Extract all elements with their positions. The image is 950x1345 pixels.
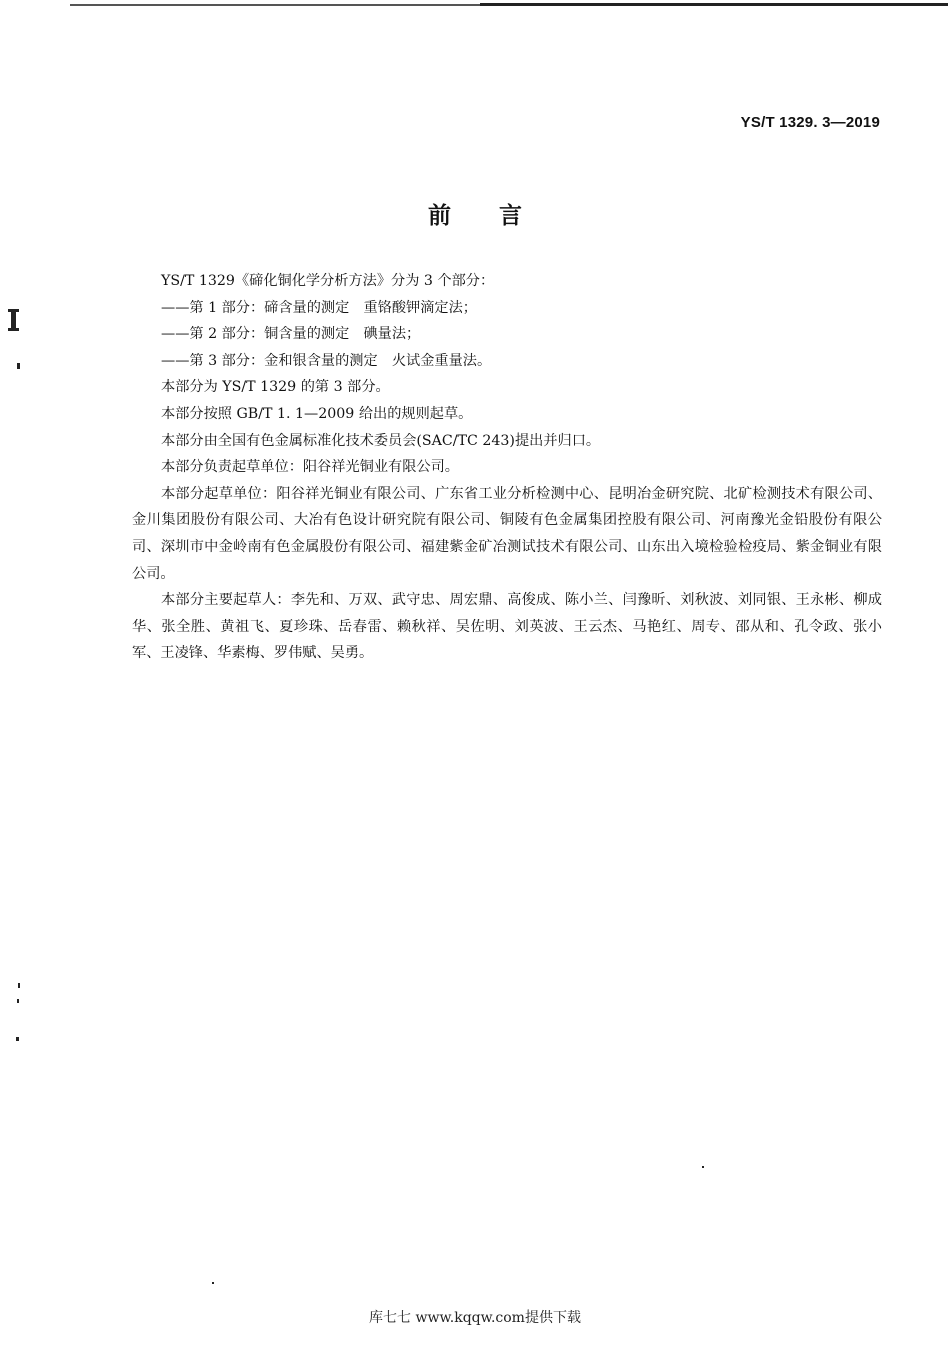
- scan-speck: [17, 363, 20, 369]
- paragraph-responsible-unit: 本部分负责起草单位：阳谷祥光铜业有限公司。: [161, 459, 459, 476]
- list-item-part-3: ——第 3 部分：金和银含量的测定 火试金重量法。: [161, 352, 492, 369]
- paragraph-intro: YS/T 1329《碲化铜化学分析方法》分为 3 个部分：: [161, 273, 495, 289]
- scan-speck: [17, 999, 19, 1003]
- paragraph-drafting-rules: 本部分按照 GB/T 1. 1—2009 给出的规则起草。: [161, 405, 473, 422]
- scan-speck: [212, 1282, 214, 1284]
- list-item-part-2: ——第 2 部分：铜含量的测定 碘量法；: [161, 326, 421, 343]
- paragraph-proposer: 本部分由全国有色金属标准化技术委员会(SAC/TC 243)提出并归口。: [161, 432, 601, 449]
- page-title: 前言: [428, 203, 570, 229]
- list-item-part-1: ——第 1 部分：碲含量的测定 重铬酸钾滴定法；: [161, 299, 477, 316]
- foreword-body: [132, 268, 882, 667]
- paragraph-main-drafters: 本部分主要起草人：李先和、万双、武守忠、周宏鼎、高俊成、陈小兰、闫豫昕、刘秋波、刘同银、王永彬、柳成华、张全胜、黄祖飞、夏珍珠、岳春雷、赖秋祥、吴佐明、刘英波、王云杰、马艳红、周专、邵从和、孔令政、张小军、王凌锋、华素梅、罗伟赋、吴勇。: [132, 592, 882, 662]
- scan-speck: [702, 1166, 704, 1168]
- standard-code: YS/T 1329. 3—2019: [740, 114, 880, 131]
- binding-mark-cap-top: [8, 309, 19, 312]
- binding-mark-cap-bottom: [8, 328, 19, 331]
- paragraph-drafting-units: 本部分起草单位：阳谷祥光铜业有限公司、广东省工业分析检测中心、昆明冶金研究院、北矿检测技术有限公司、金川集团股份有限公司、大冶有色设计研究院有限公司、铜陵有色金属集团控股有限公司、河南豫光金铅股份有限公司、深圳市中金岭南有色金属股份有限公司、福建紫金矿冶测试技术有限公司、山东出入境检验检疫局、紫金铜业有限公司。: [132, 485, 882, 582]
- scan-speck: [18, 983, 20, 988]
- scan-speck: [16, 1037, 19, 1041]
- paragraph-part-statement: 本部分为 YS/T 1329 的第 3 部分。: [161, 379, 390, 396]
- footer-watermark: 库七七 www.kqqw.com提供下载: [369, 1310, 581, 1326]
- top-border-rule-heavy: [480, 3, 948, 6]
